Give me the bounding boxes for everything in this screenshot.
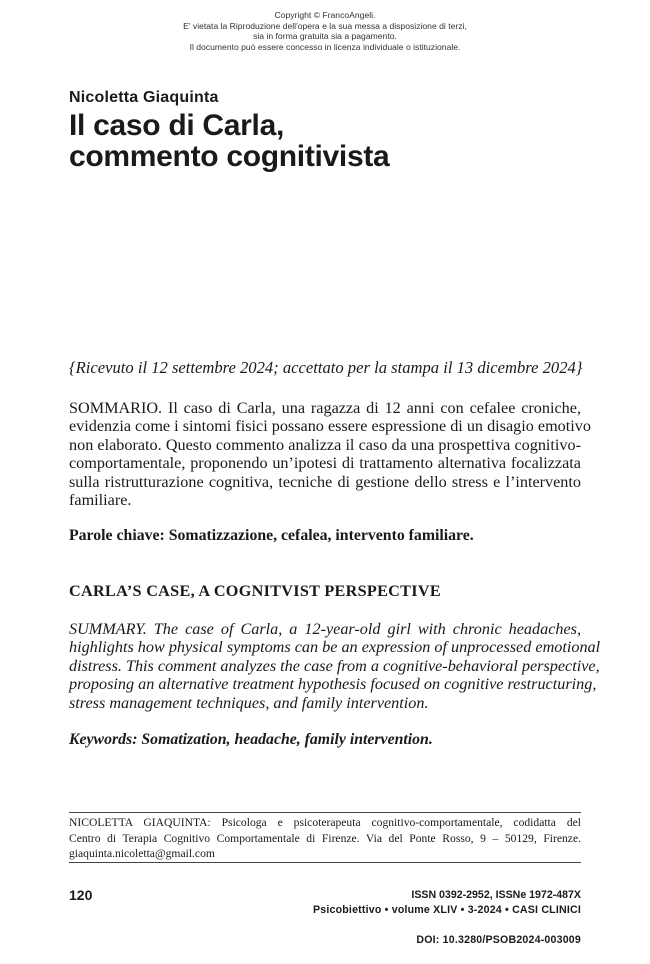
- author-name: Nicoletta Giaquinta: [69, 89, 219, 106]
- affiliation-bottom-divider: [69, 862, 581, 863]
- abstract-line: proposing an alternative treatment hypothesis focused on cognitive restructuring,: [69, 675, 597, 694]
- keywords-english: Keywords: Somatization, headache, family intervention.: [69, 731, 433, 748]
- abstract-line: sulla ristrutturazione cognitiva, tecniche di gestione dello stress e l’intervento: [69, 472, 581, 491]
- copyright-line: E' vietata la Riproduzione dell'opera e la sua messa a disposizione di terzi,: [183, 20, 467, 31]
- abstract-line: evidenzia come i sintomi fisici possano essere espressione di un disagio emotivo: [69, 417, 591, 436]
- article-title: [69, 110, 389, 172]
- issn-line: ISSN 0392-2952, ISSNe 1972-487X: [411, 889, 581, 901]
- author-affiliation: [69, 815, 581, 862]
- article-title-line: Il caso di Carla,: [69, 109, 284, 142]
- doi-line: DOI: 10.3280/PSOB2024-003009: [416, 934, 581, 946]
- page-number: 120: [69, 887, 93, 903]
- affiliation-top-divider: [69, 812, 581, 813]
- article-title-line: commento cognitivista: [69, 140, 390, 173]
- affiliation-line: Centro di Terapia Cognitivo Comportamentale di Firenze. Via del Ponte Rosso, 9 – 50129, Firenze.: [69, 831, 581, 845]
- abstract-italian: [69, 399, 591, 510]
- affiliation-email: giaquinta.nicoletta@gmail.com: [69, 847, 215, 861]
- abstract-line: SUMMARY. The case of Carla, a 12-year-old girl with chronic headaches,: [69, 620, 581, 638]
- copyright-notice: [0, 10, 650, 52]
- copyright-line: Il documento può essere concesso in licenza individuale o istituzionale.: [189, 41, 461, 52]
- abstract-line: comportamentale, proponendo un’ipotesi di trattamento alternativa focalizzata: [69, 454, 581, 473]
- copyright-line: Copyright © FrancoAngeli.: [274, 10, 376, 20]
- abstract-line: highlights how physical symptoms can be an expression of unprocessed emotional: [69, 638, 601, 657]
- keywords-italian: Parole chiave: Somatizzazione, cefalea, intervento familiare.: [69, 527, 474, 544]
- abstract-line: stress management techniques, and family intervention.: [69, 693, 429, 712]
- copyright-line: sia in forma gratuita sia a pagamento.: [253, 31, 397, 42]
- journal-info: Psicobiettivo • volume XLIV • 3-2024 • CASI CLINICI: [313, 904, 581, 916]
- english-title: CARLA’S CASE, A COGNITVIST PERSPECTIVE: [69, 582, 441, 600]
- received-dates: {Ricevuto il 12 settembre 2024; accettato per la stampa il 13 dicembre 2024}: [69, 358, 583, 377]
- abstract-line: SOMMARIO. Il caso di Carla, una ragazza di 12 anni con cefalee croniche,: [69, 399, 581, 417]
- affiliation-line: NICOLETTA GIAQUINTA: Psicologa e psicoterapeuta cognitivo-comportamentale, codidatta del: [69, 816, 581, 829]
- abstract-line: distress. This comment analyzes the case from a cognitive-behavioral perspective,: [69, 656, 600, 675]
- abstract-english: [69, 620, 601, 712]
- abstract-line: familiare.: [69, 491, 132, 510]
- abstract-line: non elaborato. Questo commento analizza il caso da una prospettiva cognitivo-: [69, 435, 581, 454]
